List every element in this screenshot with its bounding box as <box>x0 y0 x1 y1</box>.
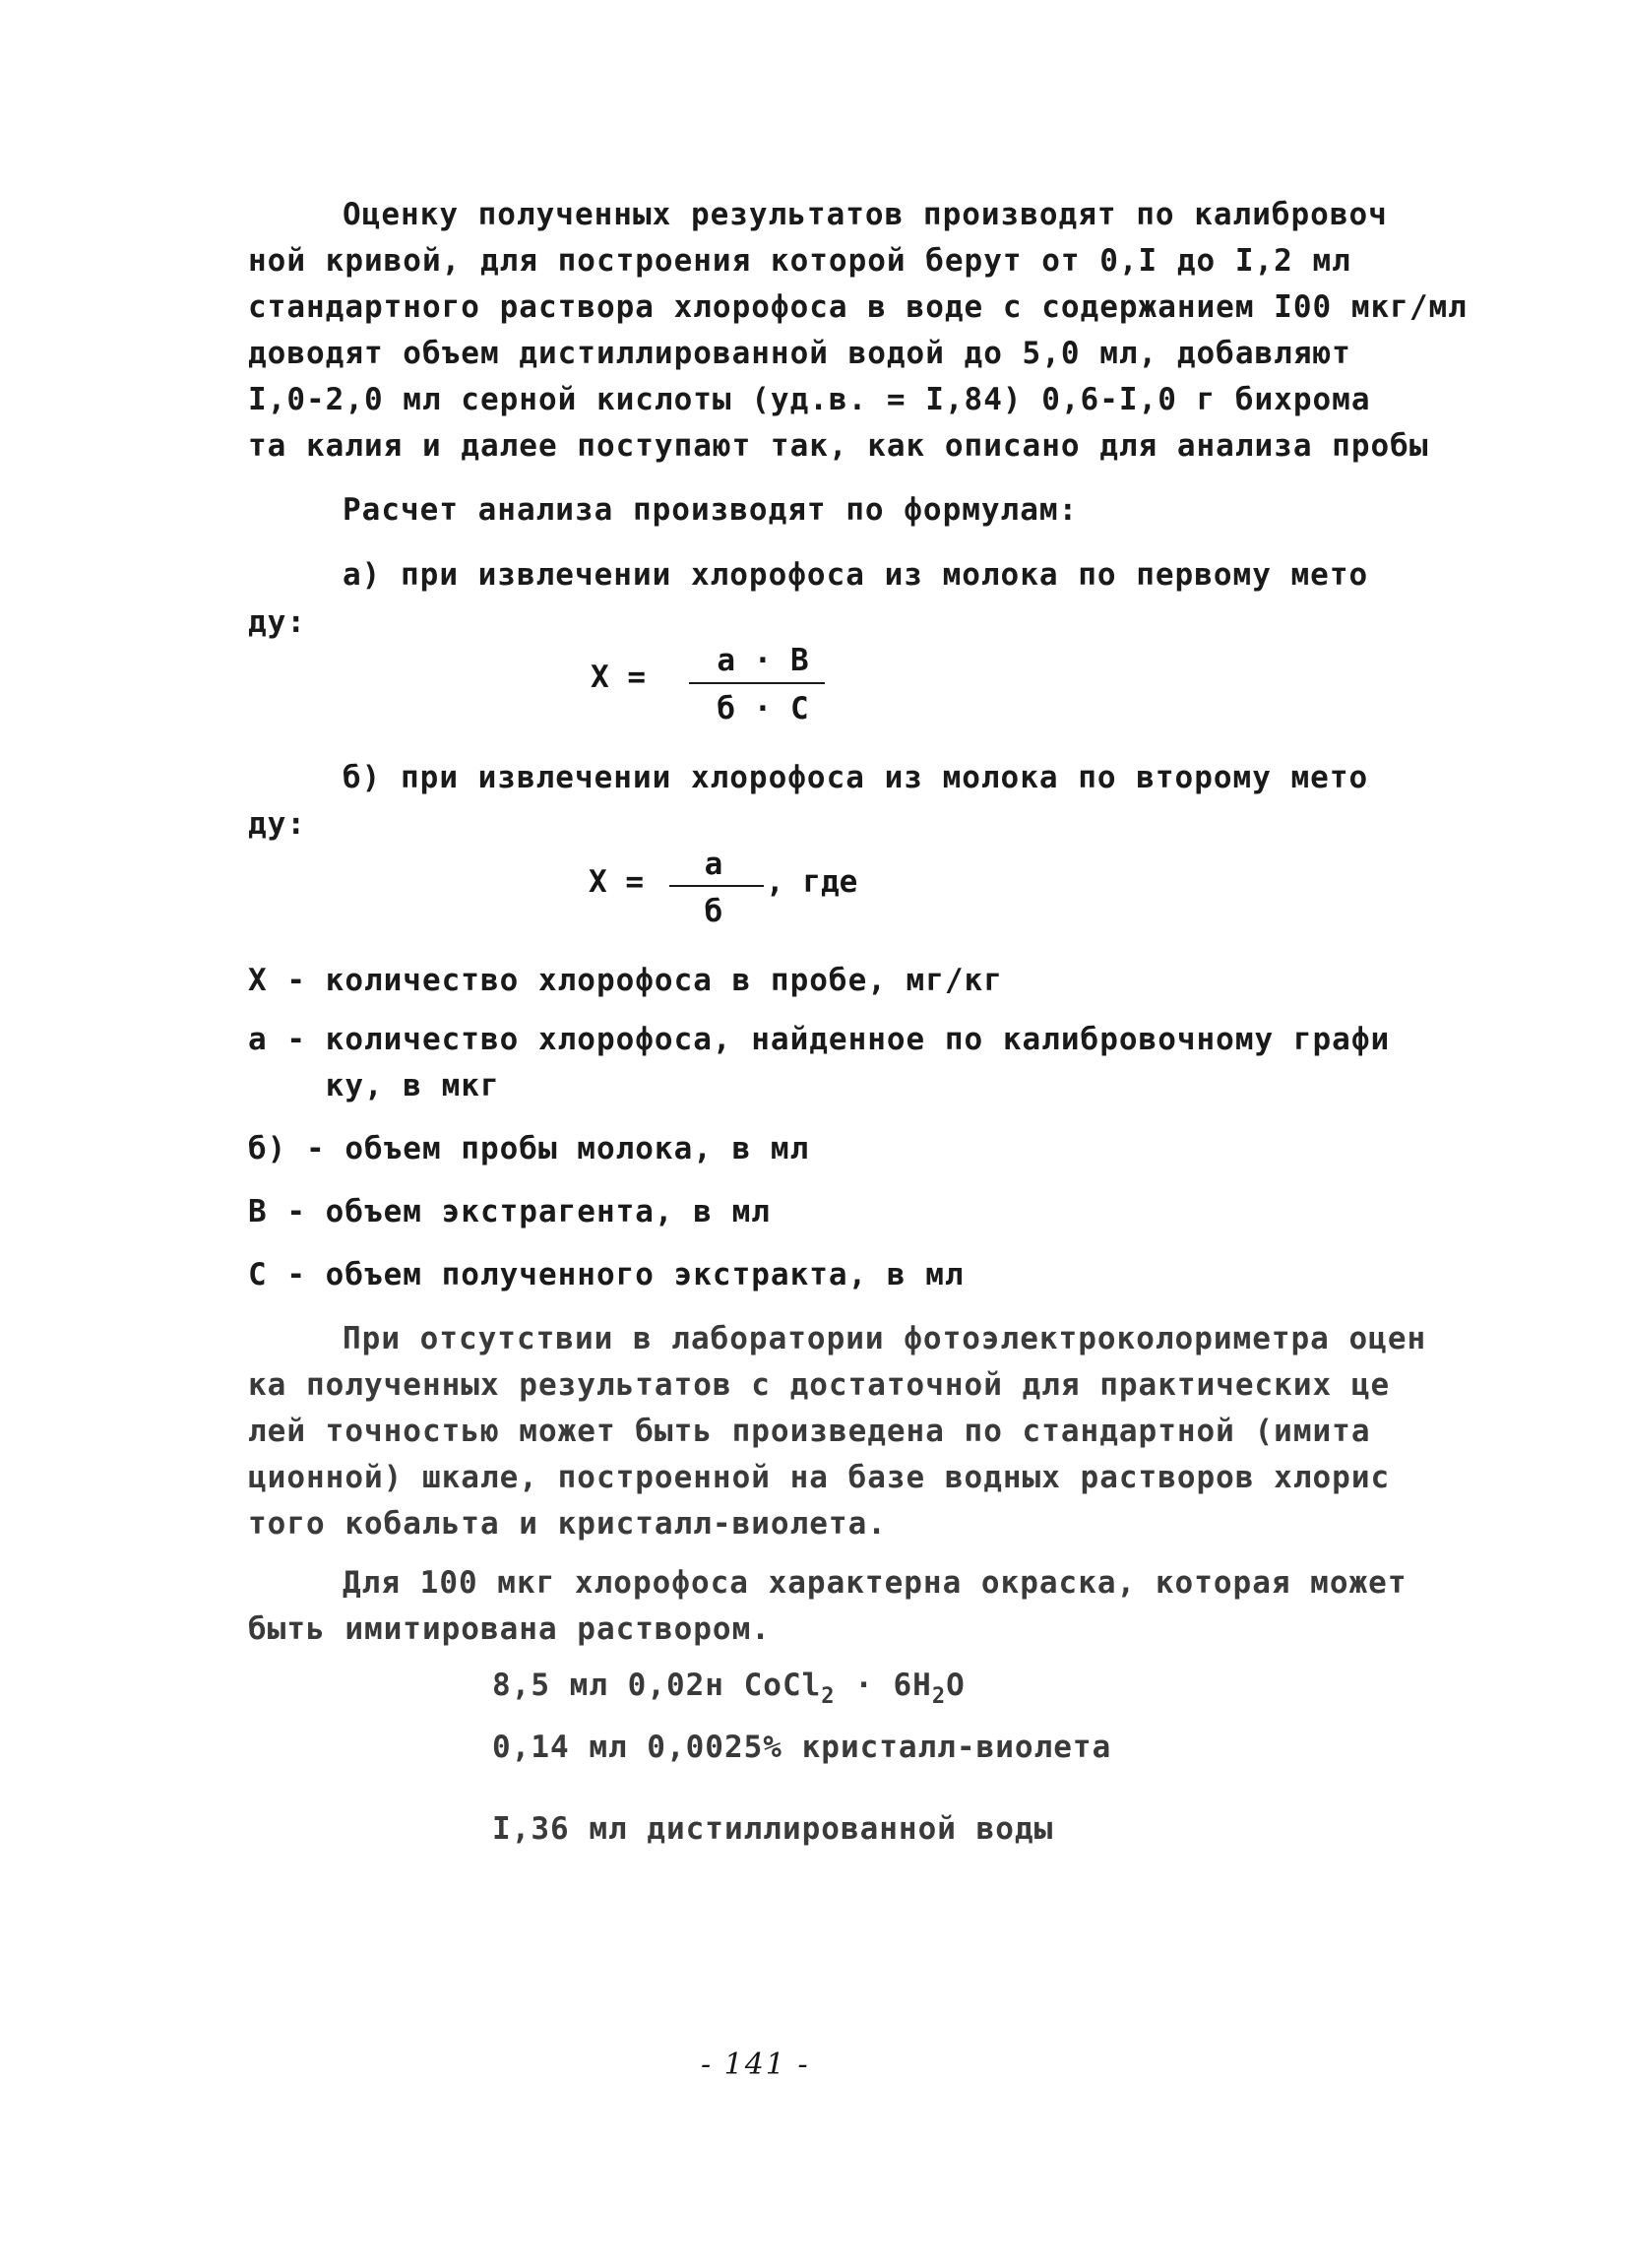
paragraph2-line: При отсутствии в лаборатории фотоэлектроколориметра оцен <box>343 1321 1427 1356</box>
page-number: - 141 - <box>701 2048 810 2082</box>
formula-1-lhs: X = <box>591 660 646 695</box>
definition-x: X - количество хлорофоса в пробе, мг/кг <box>248 963 1003 998</box>
paragraph2-line: ционной) шкале, построенной на базе водных растворов хлорис <box>248 1460 1391 1495</box>
method-a-line: ду: <box>248 604 306 640</box>
paragraph1-line: I,0-2,0 мл серной кислоты (уд.в. = I,84) 0,6-I,0 г бихрома <box>248 382 1371 417</box>
method-b-line: ду: <box>248 806 306 842</box>
solution-line1-prefix: 8,5 мл 0,02н CoCl <box>492 1668 822 1703</box>
paragraph1-line: стандартного раствора хлорофоса в воде с содержанием I00 мкг/мл <box>248 289 1468 325</box>
solution-line1-sub2: 2 <box>931 1684 947 1709</box>
solution-line-cobalt <box>492 1666 966 1717</box>
formula-2 <box>589 862 644 902</box>
formula-2-fraction-bar <box>669 885 764 887</box>
formula-2-denominator: б <box>704 894 723 929</box>
paragraph1-line: Оценку полученных результатов производят по калибровоч <box>343 197 1388 232</box>
paragraph3-line: Для 100 мкг хлорофоса характерна окраска, которая может <box>343 1565 1408 1601</box>
solution-line-water: I,36 мл дистиллированной воды <box>492 1811 1054 1847</box>
paragraph1-line: доводят объем дистиллированной водой до 5,0 мл, добавляют <box>248 336 1351 371</box>
paragraph2-line: того кобальта и кристалл-виолета. <box>248 1506 887 1542</box>
formula-2-suffix: , где <box>766 864 858 900</box>
paragraph1-line: та калия и далее поступают так, как описано для анализа пробы <box>248 428 1429 464</box>
formula-1 <box>591 658 646 697</box>
definition-v: В - объем экстрагента, в мл <box>248 1194 771 1229</box>
paragraph3-line: быть имитирована раствором. <box>248 1611 771 1647</box>
solution-line1-sub: 2 <box>821 1684 836 1709</box>
definition-a-cont: ку, в мкг <box>248 1068 500 1103</box>
formula-2-lhs: X = <box>589 864 644 900</box>
definition-a: а - количество хлорофоса, найденное по калибровочному графи <box>248 1022 1391 1057</box>
formula-1-fraction-bar <box>689 682 825 684</box>
formula-1-numerator: а · В <box>717 643 809 678</box>
formula-1-denominator: б · С <box>717 691 809 726</box>
formula-2-numerator: а <box>704 847 723 882</box>
calc-intro: Расчет анализа производят по формулам: <box>343 492 1079 528</box>
definition-b: б) - объем пробы молока, в мл <box>248 1131 810 1166</box>
method-b-line: б) при извлечении хлорофоса из молока по второму мето <box>343 760 1369 795</box>
solution-line1-mid: · 6H <box>835 1668 932 1703</box>
paragraph1-line: ной кривой, для построения которой берут от 0,I до I,2 мл <box>248 243 1351 279</box>
paragraph2-line: ка полученных результатов с достаточной для практических це <box>248 1367 1391 1403</box>
method-a-line: а) при извлечении хлорофоса из молока по первому мето <box>343 557 1369 593</box>
solution-line-violet: 0,14 мл 0,0025% кристалл-виолета <box>492 1730 1112 1765</box>
definition-c: С - объем полученного экстракта, в мл <box>248 1257 965 1292</box>
solution-line1-end: O <box>946 1668 966 1703</box>
paragraph2-line: лей точностью может быть произведена по стандартной (имита <box>248 1414 1371 1449</box>
